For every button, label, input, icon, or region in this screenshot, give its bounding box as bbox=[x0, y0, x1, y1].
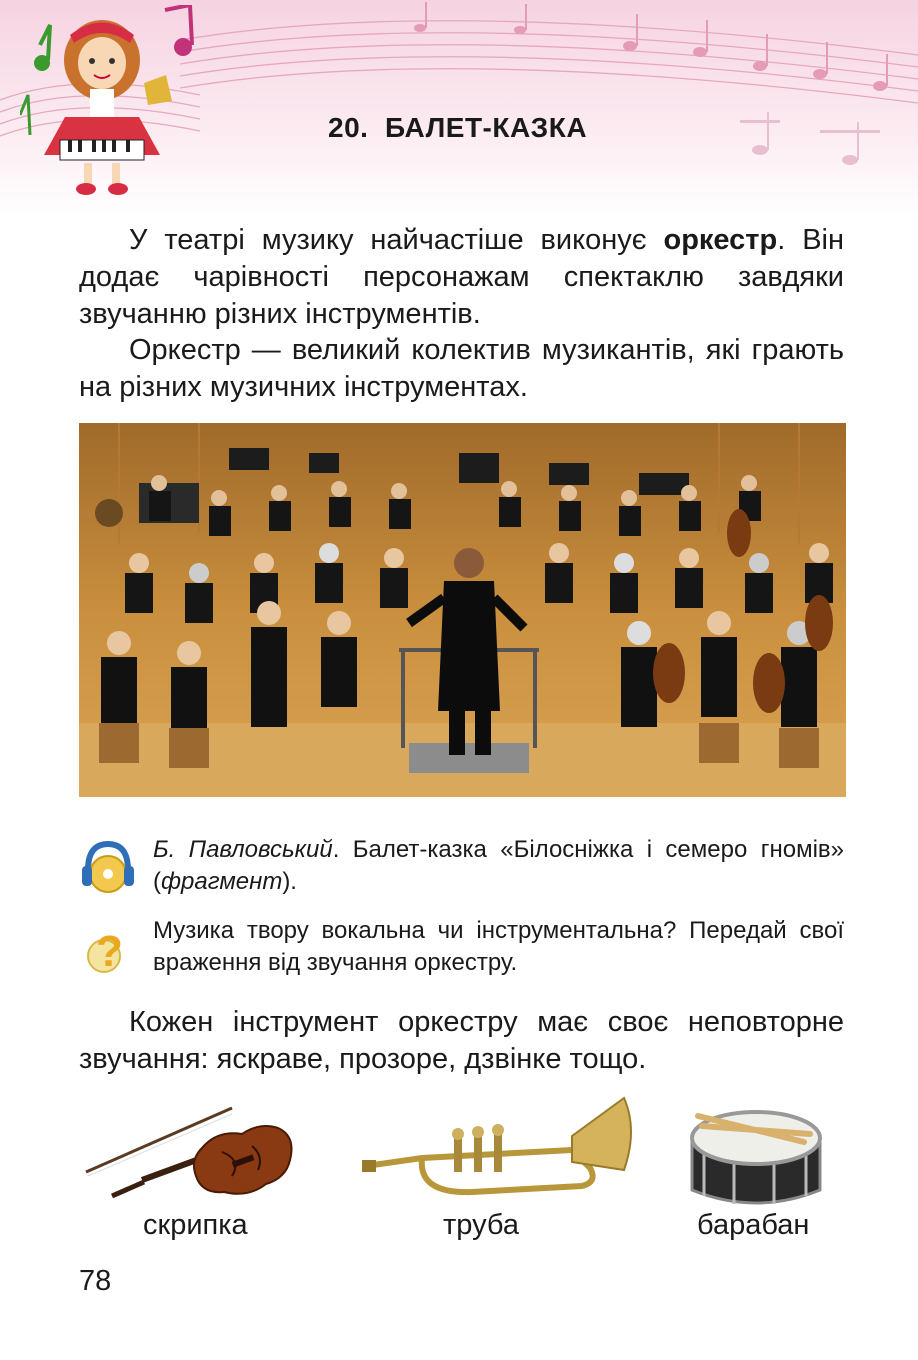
header-banner bbox=[0, 0, 918, 215]
term-orchestra: оркестр bbox=[663, 224, 778, 256]
headphones-disc-icon bbox=[80, 838, 136, 896]
snare-drum-picture bbox=[684, 1098, 829, 1210]
singing-girl-illustration bbox=[20, 5, 210, 205]
violin-picture bbox=[82, 1100, 302, 1210]
svg-text:?: ? bbox=[96, 927, 123, 976]
fragment-note: фрагмент bbox=[161, 868, 283, 895]
trumpet-picture bbox=[362, 1094, 637, 1204]
listening-assignment: Б. Павловський. Балет-казка «Білосніжка і семеро гномів» (фрагмент). bbox=[153, 836, 844, 895]
instrument-label-violin: скрипка bbox=[143, 1209, 248, 1241]
question-mark-icon bbox=[82, 922, 134, 976]
composer-name: Б. Павловський bbox=[153, 836, 333, 863]
orchestra-photo bbox=[79, 423, 846, 797]
intro-paragraph-2: Оркестр — великий колектив музикантів, які грають на різних музичних інструментах. bbox=[79, 334, 844, 403]
instruments-paragraph: Кожен інструмент оркестру має своє неповторне звучання: яскраве, прозоре, дзвінке тощо. bbox=[79, 1006, 844, 1075]
page-number: 78 bbox=[79, 1265, 112, 1297]
lesson-title: 20. БАЛЕТ-КАЗКА bbox=[328, 112, 588, 143]
instrument-label-drum: барабан bbox=[697, 1209, 810, 1241]
question-text: Музика твору вокальна чи інструментальна? Передай свої враження від звучання оркестру. bbox=[153, 917, 844, 976]
instrument-label-trumpet: труба bbox=[443, 1209, 519, 1241]
intro-paragraph-1: У театрі музику найчастіше виконує оркестр. Він додає чарівності персонажам спектаклю завдяки звучанню різних інструментів. bbox=[79, 224, 844, 330]
